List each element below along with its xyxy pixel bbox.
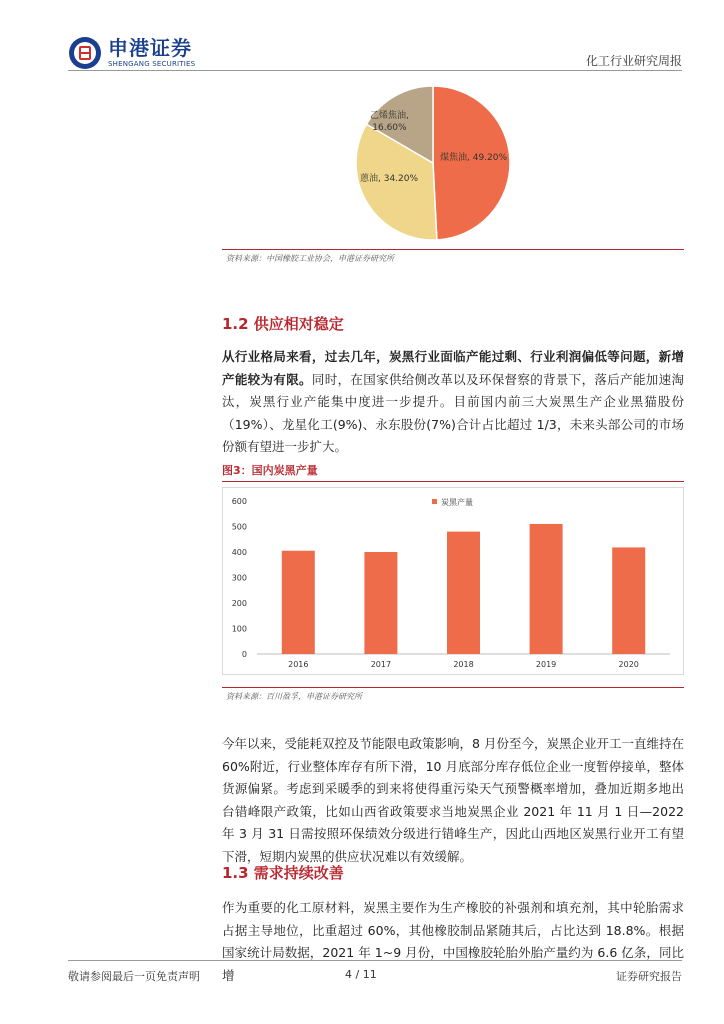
x-tick-label: 2016: [288, 660, 309, 669]
y-tick-label: 500: [231, 522, 247, 532]
y-tick-label: 600: [231, 497, 247, 506]
company-logo: [68, 36, 195, 70]
pie-source: 资料来源：中国橡胶工业协会，申港证券研究所: [226, 254, 394, 263]
supply-paragraph: [222, 346, 684, 459]
logo-mark-icon: [68, 36, 102, 70]
supply-status-paragraph: 今年以来，受能耗双控及节能限电政策影响，8 月份至今，炭黑企业开工一直维持在 60%附近，行业整体库存有所下滑，10 月底部分库存低位企业一度暂停接单，整体货源偏紧。考虑到采暖季的到来将使得重污染天气预警概率增加，叠加近期多地出台错峰限产政策，比如山西省政策要求当地炭黑企业 2021 年 11 月 1 日—2022 年 3 月 31 日需按照环保绩效分级进行错峰生产，因此山西地区炭黑行业开工有望下滑，短期内炭黑的供应状况难以有效缓解。: [222, 736, 684, 864]
bar-2019: [530, 524, 563, 654]
supply-paragraph-body: 同时，在国家供给侧改革以及环保督察的背景下，落后产能加速淘汰，炭黑行业产能集中度进一步提升。目前国内前三大炭黑生产企业黑猫股份（19%）、龙星化工(9%)、永东股份(7%)合计占比超过 1/3，未来头部公司的市场份额有望进一步扩大。: [222, 371, 684, 454]
bar-2017: [364, 552, 397, 654]
figure-title-divider: [222, 481, 684, 482]
pie-label-coal-tar: 煤焦油, 49.20%: [440, 153, 508, 163]
x-tick-label: 2019: [535, 660, 557, 669]
pie-chart: [222, 74, 684, 252]
y-tick-label: 400: [231, 548, 247, 557]
y-tick-label: 200: [231, 599, 247, 608]
bar-2016: [282, 551, 315, 654]
demand-paragraph: 作为重要的化工原材料，炭黑主要作为生产橡胶的补强剂和填充剂，其中轮胎需求占据主导地位，比重超过 60%，其他橡胶制品紧随其后，占比达到 18.8%。根据国家统计局数据，2021 年 1~9 月份，中国橡胶轮胎外胎产量约为 6.6 亿条，同比增: [222, 900, 684, 983]
y-tick-label: 300: [231, 573, 247, 583]
logo-text-en: SHENGANG SECURITIES: [108, 60, 196, 68]
bar-chart: [222, 487, 684, 675]
supply-paragraph-lead: 从行业格局来看，过去几年，炭黑行业面临产能过剩、行业利润偏低等问题，新增产能较为有限。: [222, 349, 684, 387]
bar-2020: [612, 547, 645, 654]
page-number: 4 / 11: [345, 968, 377, 981]
page-header: [0, 0, 724, 70]
section-title-demand: 1.3 需求持续改善: [222, 864, 344, 882]
section-title-supply: 1.2 供应相对稳定: [222, 315, 344, 333]
x-tick-label: 2020: [618, 660, 639, 669]
report-type: 化工行业研究周报: [585, 54, 682, 68]
logo-text-cn: 申港证券: [108, 36, 192, 60]
y-tick-label: 100: [231, 624, 247, 634]
figure-source: 资料来源：百川盈孚，申港证券研究所: [226, 692, 362, 701]
footer-divider: [68, 960, 682, 961]
footer-report-label: 证券研究报告: [616, 970, 682, 983]
bar-2018: [447, 532, 480, 654]
x-tick-label: 2018: [453, 660, 474, 669]
bar-chart-svg: [222, 487, 684, 675]
footer-disclaimer: 敬请参阅最后一页免责声明: [68, 970, 200, 983]
pie-source-divider: [222, 249, 684, 250]
figure-title: 图3：国内炭黑产量: [222, 464, 318, 477]
header-divider: [68, 70, 682, 71]
figure-source-divider: [222, 687, 684, 688]
pie-label-ethylene-tar: 乙烯焦油, 16.60%: [370, 111, 409, 133]
pie-label-anthracene-oil: 蒽油, 34.20%: [360, 174, 419, 184]
x-tick-label: 2017: [370, 660, 392, 669]
legend-label: 炭黑产量: [441, 498, 473, 507]
y-tick-label: 0: [241, 650, 247, 659]
legend-swatch: [432, 499, 437, 504]
